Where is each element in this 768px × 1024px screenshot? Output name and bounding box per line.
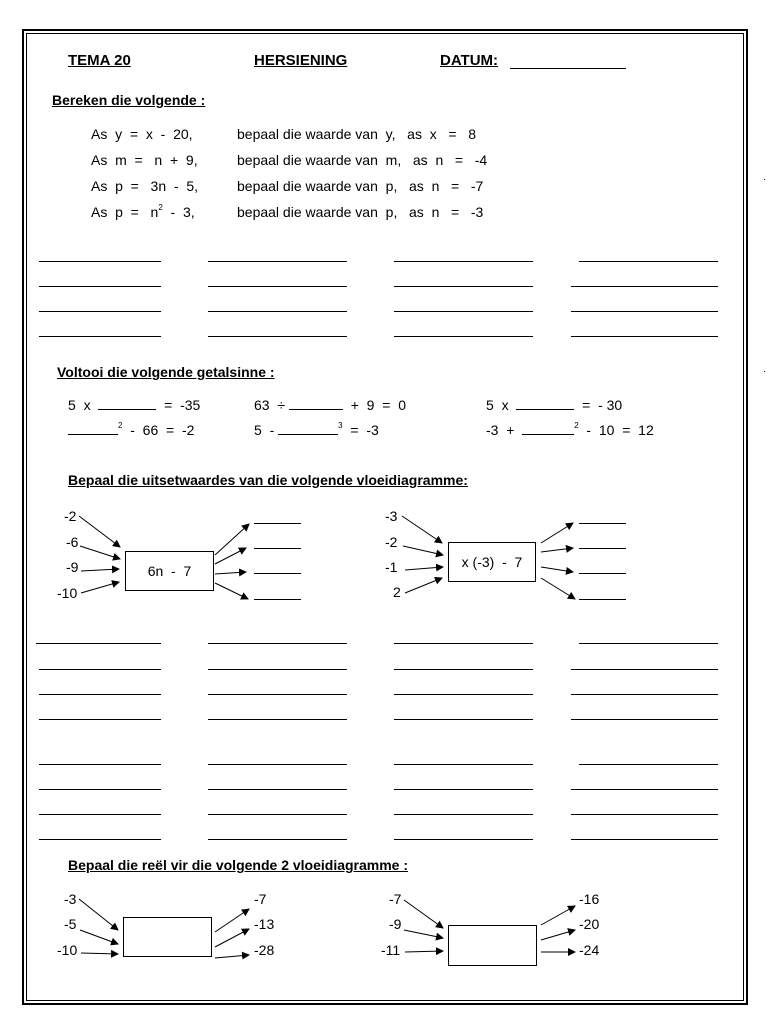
exponent: 2 (158, 203, 163, 212)
number-sentence-3: 5 x = - 30 (486, 397, 623, 413)
number-sentence-6: -3 + $^2$ - 10 = 12 (486, 421, 654, 438)
number-sentence-4: $^2$ - 66 = -2 (68, 422, 194, 438)
flow3-output: -13 (254, 916, 275, 932)
flow4-input: -11 (381, 942, 401, 958)
section1-heading: Bereken die volgende : (52, 92, 206, 108)
flow4-input: -7 (389, 891, 402, 907)
flow3-output: -7 (254, 891, 267, 907)
flow1-input: -10 (57, 585, 78, 601)
question-4-lead: As $p = n^2 - 3$, (91, 203, 195, 220)
arrow (81, 569, 119, 571)
question-3-lead: As p = 3n - 5, (91, 178, 198, 194)
number-sentence-1: 5 x = -35 (68, 397, 201, 413)
flow4-output: -16 (579, 891, 600, 907)
flow1-input: -9 (66, 559, 79, 575)
flow2-input: -2 (385, 534, 398, 550)
arrow (215, 955, 249, 958)
flow1-input: -6 (66, 534, 79, 550)
worksheet-title: HERSIENING (254, 52, 348, 69)
arrow (404, 930, 443, 938)
flow3-output: -28 (254, 942, 275, 958)
flow3-input: -3 (64, 891, 77, 907)
question-1-lead: As y = x - 20, (91, 126, 193, 142)
flow4-output: -24 (579, 942, 600, 958)
number-sentence-5: 5 - $^3$ = -3 (254, 421, 379, 438)
arrow (215, 572, 246, 574)
arrow (541, 578, 575, 599)
flow2-rule-box: x (-3) - 7 (448, 542, 536, 582)
arrow (541, 548, 573, 552)
arrow (541, 930, 575, 940)
section2-heading: Voltooi die volgende getalsinne : (57, 364, 275, 380)
question-3-text: bepaal die waarde van p, as n = -7 (237, 178, 484, 194)
arrow (215, 909, 249, 932)
number-sentence-2: 63 ÷ + 9 = 0 (254, 397, 406, 413)
arrow (402, 516, 442, 543)
flow1-rule-box: 6n - 7 (125, 551, 214, 591)
flow3-input: -10 (57, 942, 78, 958)
question-4-text: bepaal die waarde van p, as n = -3 (237, 204, 484, 220)
section3-heading: Bepaal die uitsetwaardes van die volgende vloeidiagramme: (68, 472, 468, 488)
flow3-input: -5 (64, 916, 77, 932)
arrow (79, 899, 118, 930)
arrow (80, 930, 118, 944)
arrow (79, 516, 120, 547)
arrow (215, 929, 249, 947)
arrow (81, 582, 119, 593)
margin-mark: · (763, 366, 767, 377)
flow4-output: -20 (579, 916, 600, 932)
arrow (541, 906, 575, 925)
flow2-input: -1 (385, 559, 398, 575)
flow2-input: 2 (393, 584, 401, 600)
date-label: DATUM: (440, 52, 499, 69)
flow2-input: -3 (385, 508, 398, 524)
arrow (404, 900, 443, 928)
arrow (405, 578, 442, 593)
question-1-text: bepaal die waarde van y, as x = 8 (237, 126, 477, 142)
arrow (403, 546, 443, 555)
margin-mark: · (763, 174, 767, 185)
section4-heading: Bepaal die reël vir die volgende 2 vloeidiagramme : (68, 857, 409, 873)
question-2-text: bepaal die waarde van m, as n = -4 (237, 152, 488, 168)
arrow (541, 523, 573, 543)
question-2-lead: As m = n + 9, (91, 152, 198, 168)
arrow (81, 953, 118, 954)
arrow (215, 583, 248, 599)
arrow (405, 567, 443, 570)
arrow (405, 951, 443, 952)
flow4-input: -9 (389, 916, 402, 932)
arrow (215, 524, 249, 555)
arrow (80, 546, 120, 559)
arrow (541, 567, 573, 572)
topic-label: TEMA 20 (68, 52, 131, 69)
flow1-input: -2 (64, 508, 77, 524)
